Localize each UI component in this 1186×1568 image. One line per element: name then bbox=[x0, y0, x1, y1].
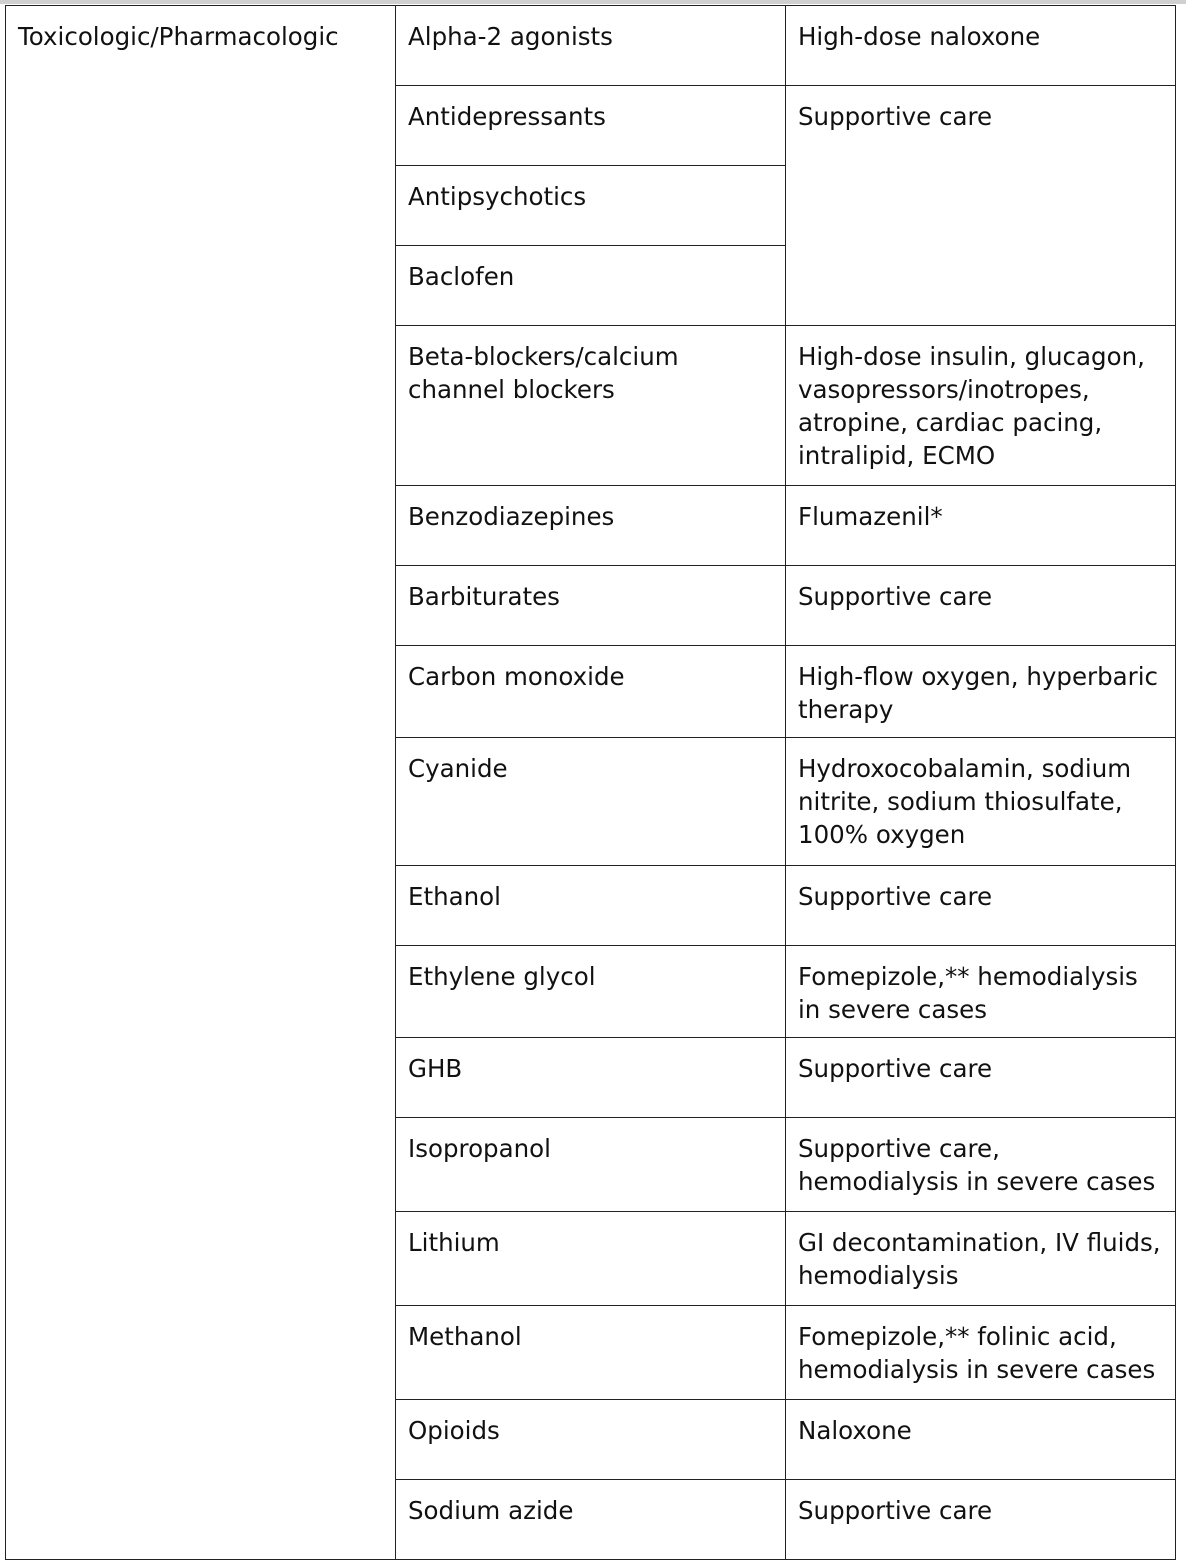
treatment-cell: Supportive care, hemodialysis in severe cases bbox=[786, 1118, 1176, 1212]
treatment-cell: Naloxone bbox=[786, 1400, 1176, 1480]
treatment-cell: Supportive care bbox=[786, 1480, 1176, 1560]
agent-cell: Methanol bbox=[396, 1306, 786, 1400]
agent-cell: Ethylene glycol bbox=[396, 946, 786, 1038]
table-row bbox=[6, 6, 1176, 86]
treatment-cell: Supportive care bbox=[786, 1038, 1176, 1118]
agent-cell: Cyanide bbox=[396, 738, 786, 866]
treatment-cell: Fomepizole,** folinic acid, hemodialysis in severe cases bbox=[786, 1306, 1176, 1400]
agent-cell: Lithium bbox=[396, 1212, 786, 1306]
agent-cell: Opioids bbox=[396, 1400, 786, 1480]
treatment-cell: High-dose naloxone bbox=[786, 6, 1176, 86]
agent-cell: Isopropanol bbox=[396, 1118, 786, 1212]
treatment-cell: Fomepizole,** hemodialysis in severe cases bbox=[786, 946, 1176, 1038]
treatment-cell: Supportive care bbox=[786, 566, 1176, 646]
toxicology-table bbox=[5, 5, 1176, 1560]
agent-cell: Antipsychotics bbox=[396, 166, 786, 246]
agent-cell: Baclofen bbox=[396, 246, 786, 326]
treatment-cell: High-dose insulin, glucagon, vasopressors/inotropes, atropine, cardiac pacing, intralipid, ECMO bbox=[786, 326, 1176, 486]
treatment-cell: Supportive care bbox=[786, 86, 1176, 326]
agent-cell: Benzodiazepines bbox=[396, 486, 786, 566]
treatment-cell: Supportive care bbox=[786, 866, 1176, 946]
agent-cell: Alpha-2 agonists bbox=[396, 6, 786, 86]
agent-cell: GHB bbox=[396, 1038, 786, 1118]
agent-cell: Ethanol bbox=[396, 866, 786, 946]
agent-cell: Barbiturates bbox=[396, 566, 786, 646]
treatment-cell: Hydroxocobalamin, sodium nitrite, sodium thiosulfate, 100% oxygen bbox=[786, 738, 1176, 866]
treatment-cell: Flumazenil* bbox=[786, 486, 1176, 566]
treatment-cell: GI decontamination, IV fluids, hemodialysis bbox=[786, 1212, 1176, 1306]
agent-cell: Beta-blockers/calcium channel blockers bbox=[396, 326, 786, 486]
treatment-cell: High-flow oxygen, hyperbaric therapy bbox=[786, 646, 1176, 738]
agent-cell: Antidepressants bbox=[396, 86, 786, 166]
top-edge-divider bbox=[0, 0, 1186, 4]
category-cell: Toxicologic/Pharmacologic bbox=[6, 6, 396, 1560]
agent-cell: Sodium azide bbox=[396, 1480, 786, 1560]
agent-cell: Carbon monoxide bbox=[396, 646, 786, 738]
